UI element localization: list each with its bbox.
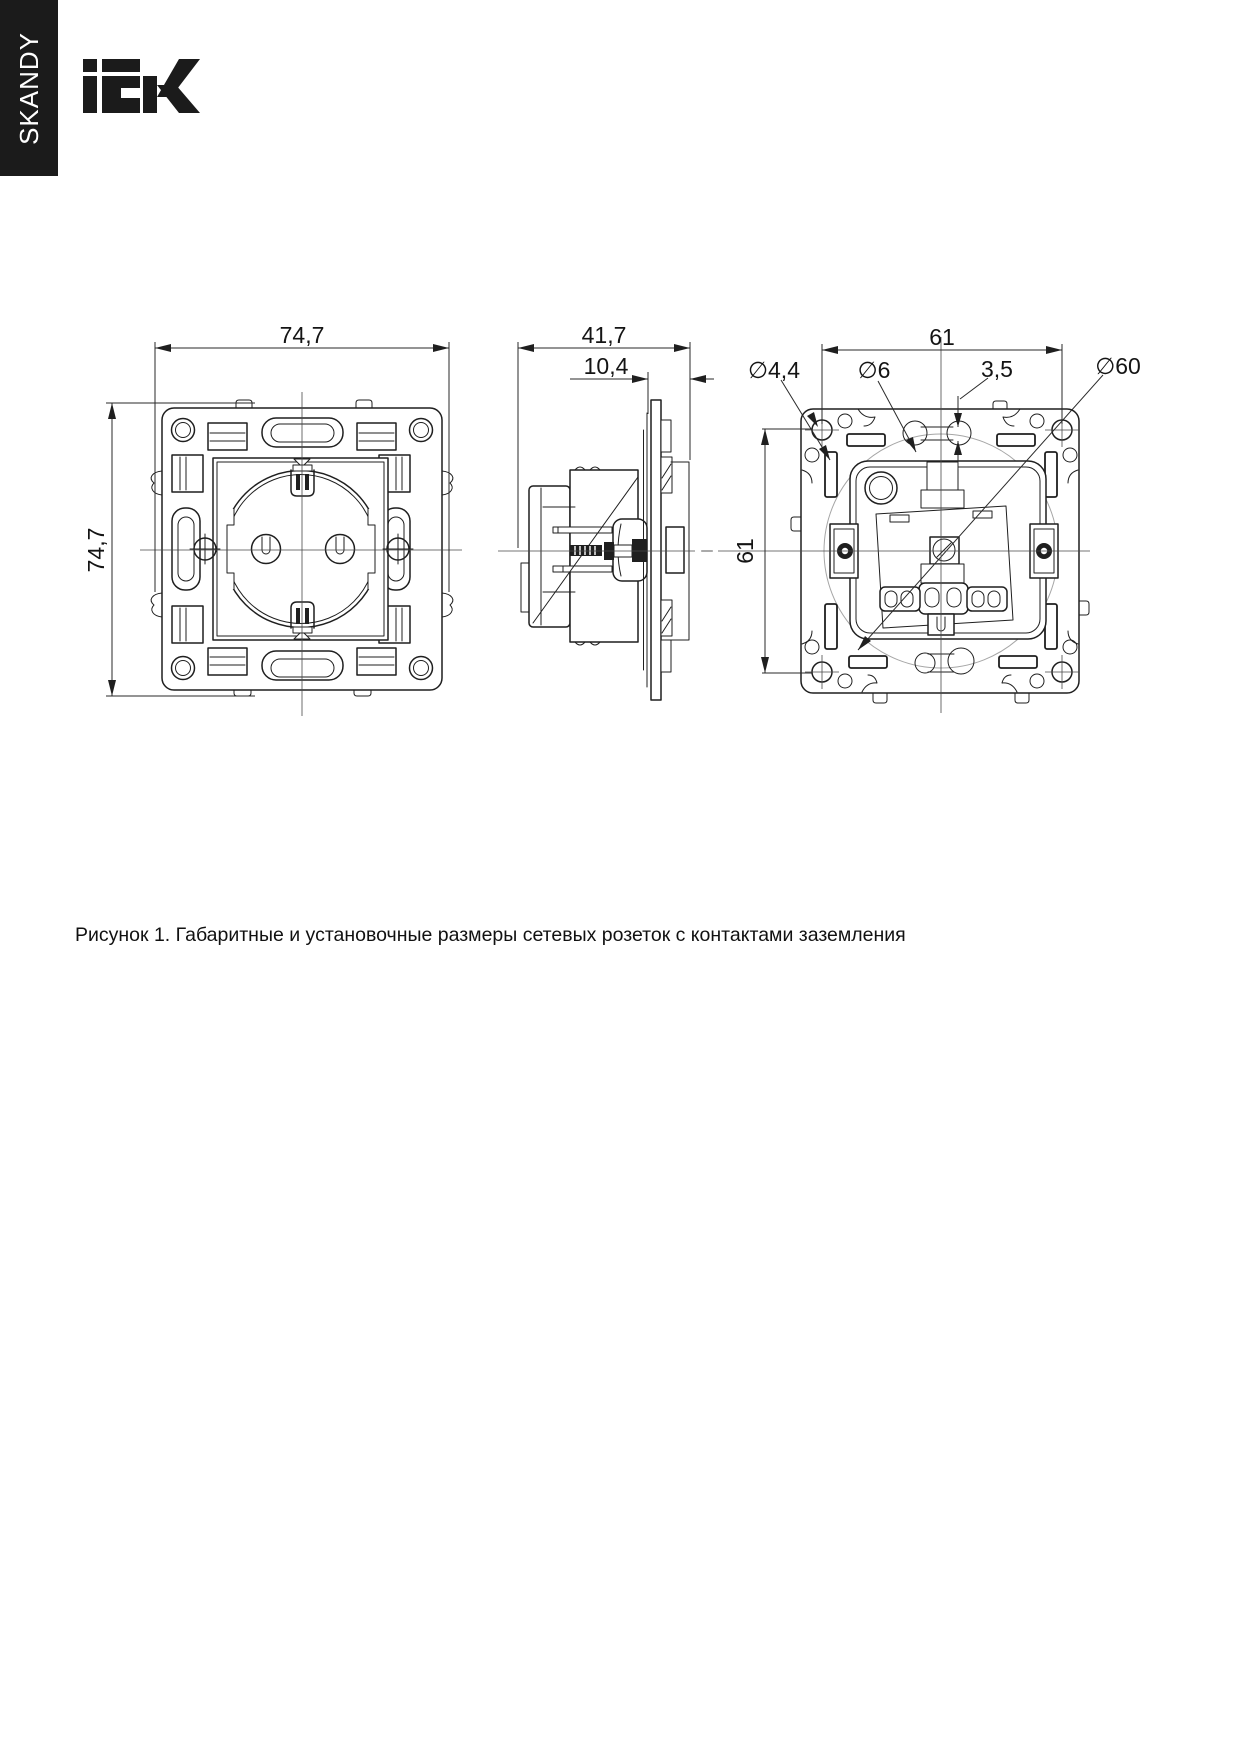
rear-view-drawing xyxy=(702,324,1141,713)
dim-rear-width: 61 xyxy=(929,324,955,350)
series-label: SKANDY xyxy=(13,31,44,145)
side-view-drawing xyxy=(498,322,714,700)
dim-mount-circle: ∅60 xyxy=(1095,353,1141,379)
dim-slot-dia: ∅6 xyxy=(857,357,891,383)
side-mounting-plate xyxy=(644,400,690,700)
front-view-drawing xyxy=(83,322,462,716)
dim-side-front-depth: 10,4 xyxy=(583,353,629,379)
dim-slot-neck: 3,5 xyxy=(981,356,1013,382)
dim-front-width: 74,7 xyxy=(279,322,325,348)
dim-corner-hole: ∅4,4 xyxy=(747,357,801,383)
dim-rear-height: 61 xyxy=(732,538,758,564)
dim-front-height: 74,7 xyxy=(83,527,109,573)
figure-caption: Рисунок 1. Габаритные и установочные размеры сетевых розеток с контактами заземления xyxy=(75,924,906,946)
rear-mechanism xyxy=(830,461,1058,639)
dim-side-depth: 41,7 xyxy=(581,322,627,348)
